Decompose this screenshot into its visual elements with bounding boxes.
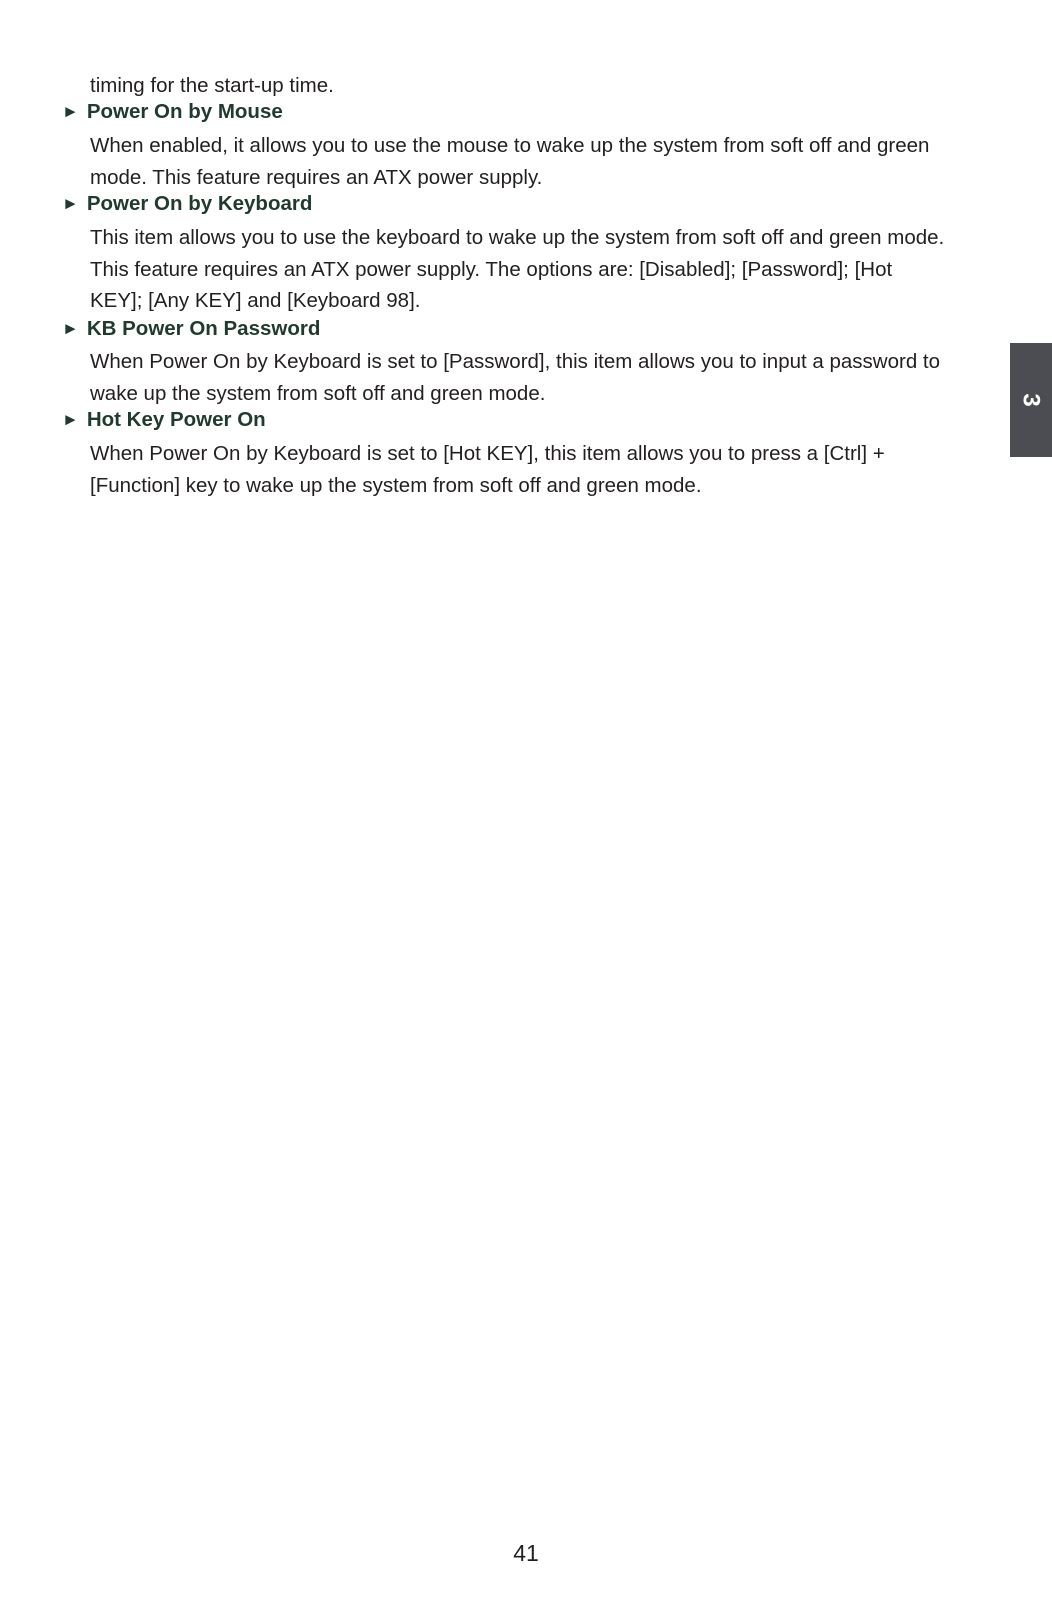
section-heading-kb-power-on-password <box>62 315 320 344</box>
section-heading-hot-key-power-on <box>62 406 266 435</box>
text-line: timing for the start-up time. <box>90 74 334 97</box>
chapter-tab <box>1010 343 1052 457</box>
heading-label: Power On by Keyboard <box>86 192 313 215</box>
chapter-number: 3 <box>1017 393 1045 407</box>
section-body-kb-power-on-password <box>90 346 990 409</box>
bullet-arrow-icon: ► <box>62 102 79 121</box>
heading-label: Hot Key Power On <box>86 408 266 431</box>
text-line: [Function] key to wake up the system from soft off and green mode. <box>90 473 702 497</box>
section-body-power-on-by-keyboard <box>90 222 990 317</box>
bullet-arrow-icon: ► <box>62 319 79 338</box>
heading-label: KB Power On Password <box>86 317 321 340</box>
text-line: mode. This feature requires an ATX power supply. <box>90 165 543 189</box>
heading-label: Power On by Mouse <box>86 100 283 123</box>
page-number: 41 <box>513 1540 539 1566</box>
section-body-hot-key-power-on <box>90 438 990 501</box>
text-line: This item allows you to use the keyboard to wake up the system from soft off and green mode. <box>90 226 945 249</box>
text-line: When Power On by Keyboard is set to [Hot KEY], this item allows you to press a [Ctrl] + <box>90 442 885 465</box>
section-heading-power-on-by-mouse <box>62 98 283 127</box>
bullet-arrow-icon: ► <box>62 410 79 429</box>
chapter-tab-label <box>1010 343 1052 457</box>
text-line: wake up the system from soft off and green mode. <box>90 381 546 405</box>
text-line: When Power On by Keyboard is set to [Password], this item allows you to input a password to <box>90 350 941 373</box>
bullet-arrow-icon: ► <box>62 194 79 213</box>
continuation-text <box>90 70 990 102</box>
section-body-power-on-by-mouse <box>90 130 990 193</box>
text-line: When enabled, it allows you to use the mouse to wake up the system from soft off and green <box>90 134 930 157</box>
text-line: KEY]; [Any KEY] and [Keyboard 98]. <box>90 289 421 312</box>
text-line: This feature requires an ATX power supply. The options are: [Disabled]; [Password]; [Hot <box>90 257 893 281</box>
section-heading-power-on-by-keyboard <box>62 190 312 219</box>
